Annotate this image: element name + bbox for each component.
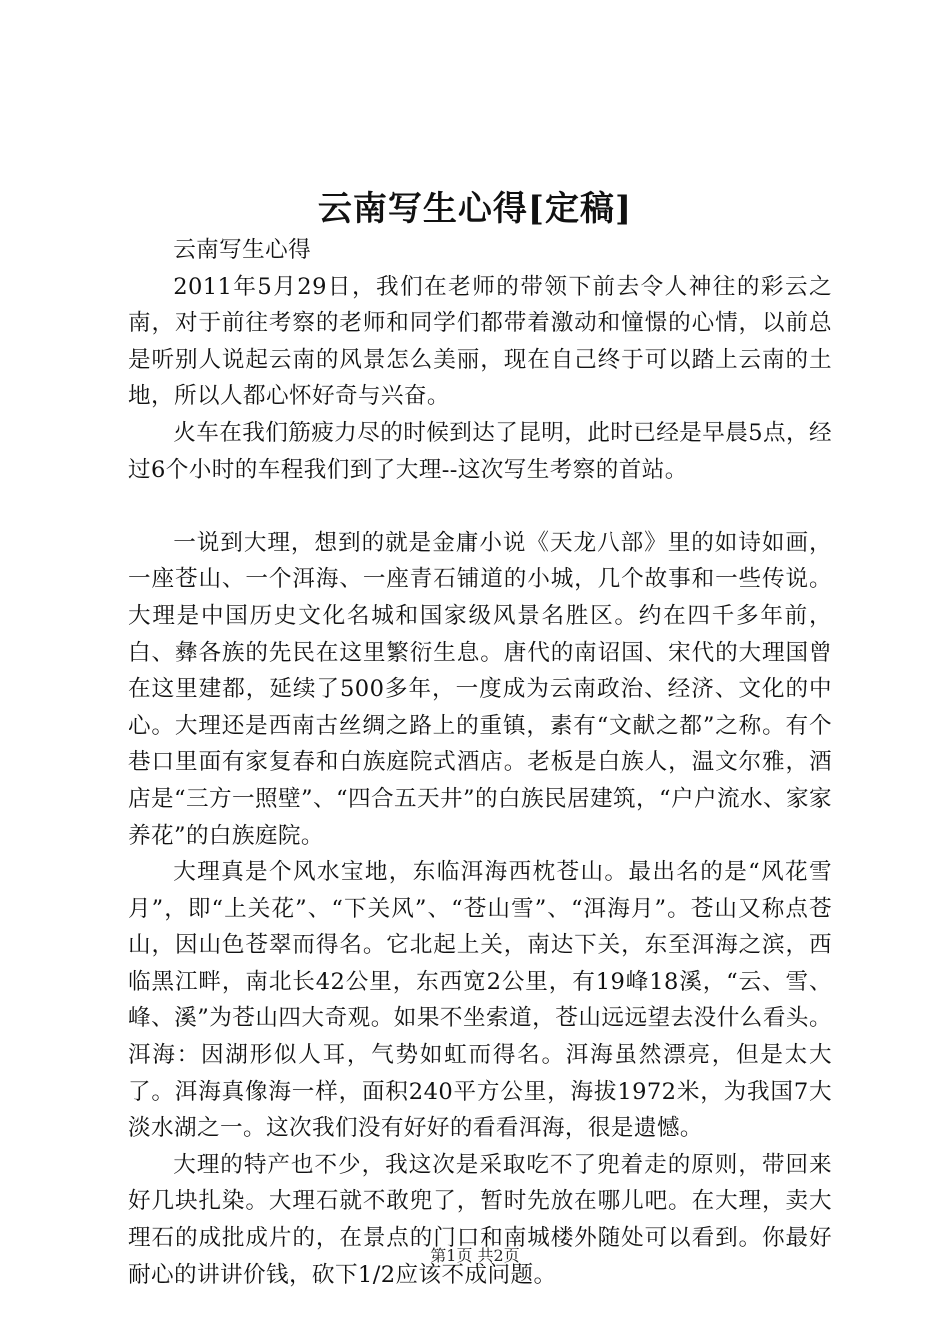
- page-footer: 第1页 共2页: [430, 1246, 520, 1265]
- document-subtitle: 云南写生心得: [173, 237, 312, 263]
- paragraph-3: 一说到大理，想到的就是金庸小说《天龙八部》里的如诗如画，一座苍山、一个洱海、一座青石铺道的小城，几个故事和一些传说。大理是中国历史文化名城和国家级风景名胜区。约在四千多年前，白、彝各族的先民在这里繁衍生息。唐代的南诏国、宋代的大理国曾在这里建都，延续了500多年，一度成为云南政治、经济、文化的中心。大理还是西南古丝绸之路上的重镇，素有“文献之都”之称。有个巷口里面有家复春和白族庭院式酒店。老板是白族人，温文尔雅，酒店是“三方一照壁”、“四合五天井”的白族民居建筑，“户户流水、家家养花”的白族庭院。: [128, 529, 832, 849]
- paragraph-4: 大理真是个风水宝地，东临洱海西枕苍山。最出名的是“风花雪月”，即“上关花”、“下关风”、“苍山雪”、“洱海月”。苍山又称点苍山，因山色苍翠而得名。它北起上关，南达下关，东至洱海之滨，西临黑江畔，南北长42公里，东西宽2公里，有19峰18溪，“云、雪、峰、溪”为苍山四大奇观。如果不坐索道，苍山远远望去没什么看头。洱海：因湖形似人耳，气势如虹而得名。洱海虽然漂亮，但是太大了。洱海真像海一样，面积240平方公里，海拔1972米，为我国7大淡水湖之一。这次我们没有好好的看看洱海，很是遗憾。: [128, 859, 832, 1142]
- document-title: 云南写生心得[定稿]: [317, 189, 633, 229]
- paragraph-5: 大理的特产也不少，我这次是采取吃不了兜着走的原则，带回来好几块扎染。大理石就不敢兜了，暂时先放在哪儿吧。在大理，卖大理石的成批成片的，在景点的门口和南城楼外随处可以看到。你最好耐心的讲讲价钱，砍下1/2应该不成问题。: [128, 1151, 832, 1288]
- document-body: [128, 232, 832, 1293]
- paragraph-1: 2011年5月29日，我们在老师的带领下前去令人神往的彩云之南，对于前往考察的老师和同学们都带着激动和憧憬的心情，以前总是听别人说起云南的风景怎么美丽，现在自己终于可以踏上云南的土地，所以人都心怀好奇与兴奋。: [128, 273, 832, 410]
- paragraph-2: 火车在我们筋疲力尽的时候到达了昆明，此时已经是早晨5点，经过6个小时的车程我们到了大理--这次写生考察的首站。: [128, 419, 832, 483]
